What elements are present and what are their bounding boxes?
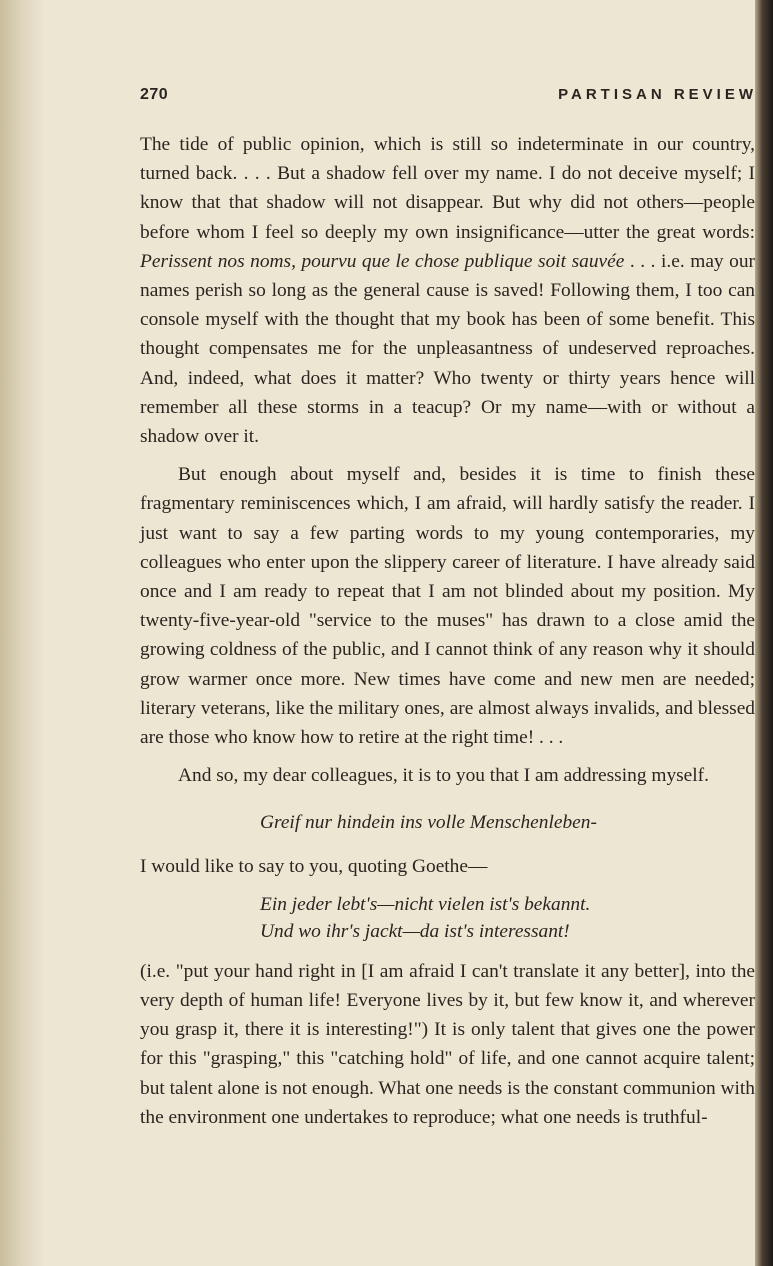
paragraph — [140, 130, 755, 451]
italic-quote: Perissent nos noms, pourvu que le chose publique soit sauvée — [140, 250, 625, 272]
paragraph: But enough about myself and, besides it is time to finish these fragmentary reminiscences which, I am afraid, will hardly satisfy the reader. I just want to say a few parting words to my young contemporaries, my colleagues who enter upon the slippery career of literature. I have already said once and I am ready to repeat that I am not blinded about my position. My twenty-five-year-old "service to the muses" has drawn to a close amid the growing coldness of the public, and I cannot think of any reason why it should grow warmer once more. New times have come and new men are needed; literary veterans, like the military ones, are almost always invalids, and blessed are those who know how to retire at the right time! . . . — [140, 464, 755, 749]
verse-line: Und wo ihr's jackt—da ist's interessant! — [260, 920, 570, 942]
right-spine-shadow — [755, 0, 773, 1266]
running-head: PARTISAN REVIEW — [558, 86, 757, 103]
paragraph: I would like to say to you, quoting Goethe— — [140, 855, 488, 877]
left-gutter-shadow — [0, 0, 44, 1266]
page-number: 270 — [140, 86, 169, 103]
paragraph: And so, my dear colleagues, it is to you that I am addressing myself. — [178, 765, 709, 787]
verse-quote: Greif nur hindein ins volle Menschenleben- — [260, 812, 597, 834]
page-header — [140, 86, 757, 110]
verse-quote — [140, 891, 755, 945]
paragraph-text: The tide of public opinion, which is still so indeterminate in our country, turned back. . . . But a shadow fell over my name. I do not deceive myself; I know that that shadow will not disappear. But why did not others—people before whom I feel so deeply my own insignificance—utter the great words: — [140, 134, 755, 243]
paragraph-text: . . . i.e. may our names perish so long as the general cause is saved! Following them, I too can console myself with the thought that my book has been of some benefit. This thought compensates me for the unpleasantness of undeserved reproaches. And, indeed, what does it matter? Who twenty or thirty years hence will remember all these storms in a teacup? Or my name—with or without a shadow over it. — [140, 250, 755, 448]
paragraph: (i.e. "put your hand right in [I am afraid I can't translate it any better], into the very depth of human life! Everyone lives by it, but few know it, and wherever you grasp it, there it is interesting!") It is only talent that gives one the power for this "grasping," this "catching hold" of life, and one cannot acquire talent; but talent alone is not enough. What one needs is the constant communion with the environment one undertakes to reproduce; what one needs is truthful- — [140, 960, 755, 1128]
body-text — [140, 130, 755, 1132]
verse-line: Ein jeder lebt's—nicht vielen ist's bekannt. — [260, 893, 591, 915]
